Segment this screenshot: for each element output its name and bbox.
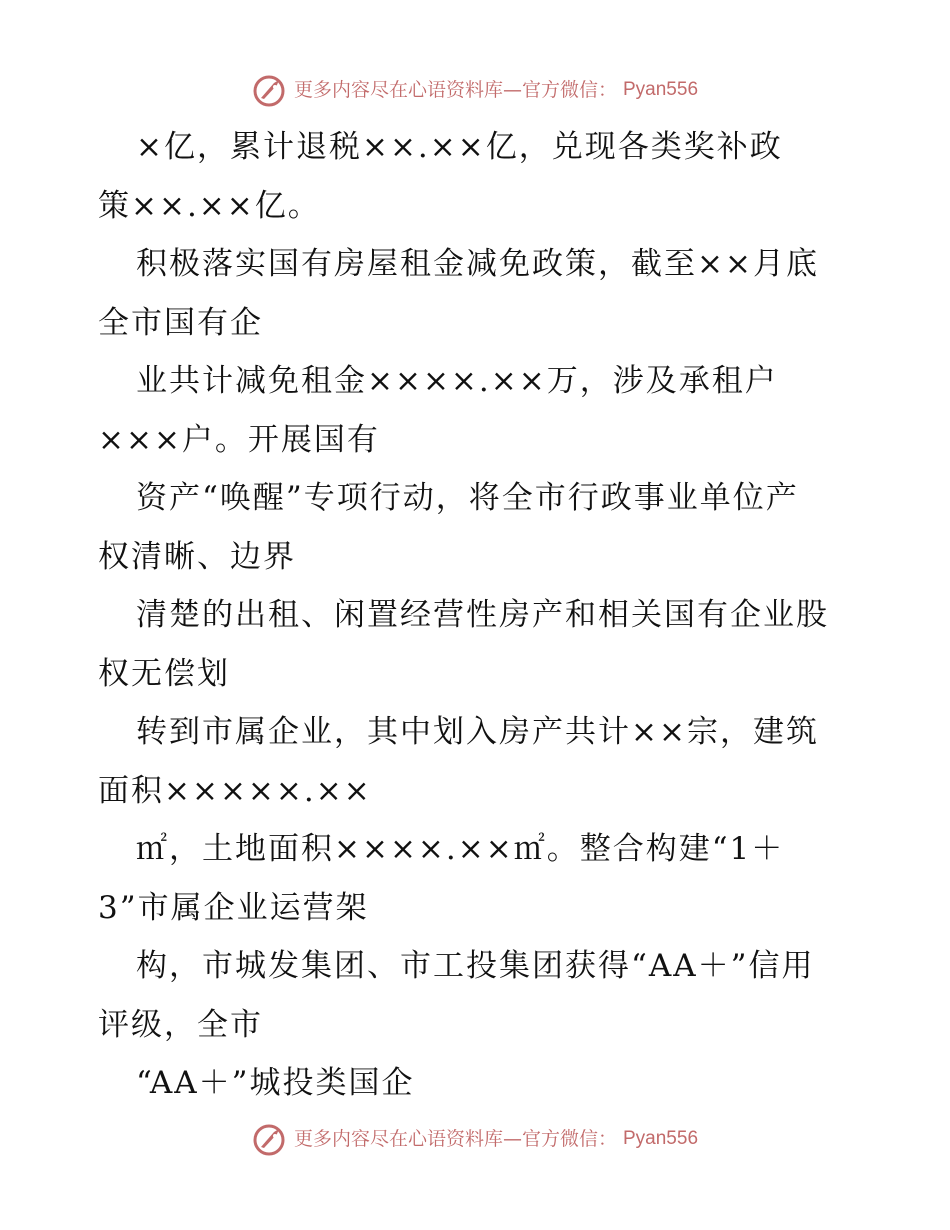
text-line: ㎡，土地面积××××.××㎡。整合构建“1＋ [136, 831, 785, 867]
seal-pen-icon [252, 1121, 288, 1157]
text-line: 构，市城发集团、市工投集团获得“AA＋”信用 [136, 948, 815, 984]
text-line: “AA＋”城投类国企 [136, 1065, 415, 1101]
text-line: 面积×××××.×× [98, 772, 372, 809]
text-line: 清楚的出租、闲置经营性房产和相关国有企业股 [136, 597, 829, 633]
text-line: 积极落实国有房屋租金减免政策，截至××月底 [136, 246, 819, 282]
text-line: 策××.××亿。 [98, 187, 321, 224]
banner-text: 更多内容尽在心语资料库—官方微信： [293, 1128, 617, 1150]
document-body [98, 118, 858, 1113]
footer-banner [0, 1119, 950, 1159]
text-line: ×亿，累计退税××.××亿，兑现各类奖补政 [136, 129, 783, 165]
text-line: 3”市属企业运营架 [98, 889, 369, 926]
text-line: 权无偿划 [98, 655, 230, 692]
text-line: ×××户。开展国有 [98, 421, 380, 458]
header-banner [0, 70, 950, 110]
banner-wechat-id: Pyan556 [623, 1128, 699, 1149]
text-line: 转到市属企业，其中划入房产共计××宗，建筑 [136, 714, 819, 750]
text-line: 权清晰、边界 [98, 538, 296, 575]
text-line: 业共计减免租金××××.××万，涉及承租户 [136, 363, 778, 399]
text-line: 资产“唤醒”专项行动，将全市行政事业单位产 [136, 480, 799, 516]
banner-wechat-id: Pyan556 [623, 79, 699, 100]
text-line: 评级，全市 [98, 1006, 263, 1043]
banner-text: 更多内容尽在心语资料库—官方微信： [293, 79, 617, 101]
seal-pen-icon [252, 72, 288, 108]
text-line: 全市国有企 [98, 304, 263, 341]
